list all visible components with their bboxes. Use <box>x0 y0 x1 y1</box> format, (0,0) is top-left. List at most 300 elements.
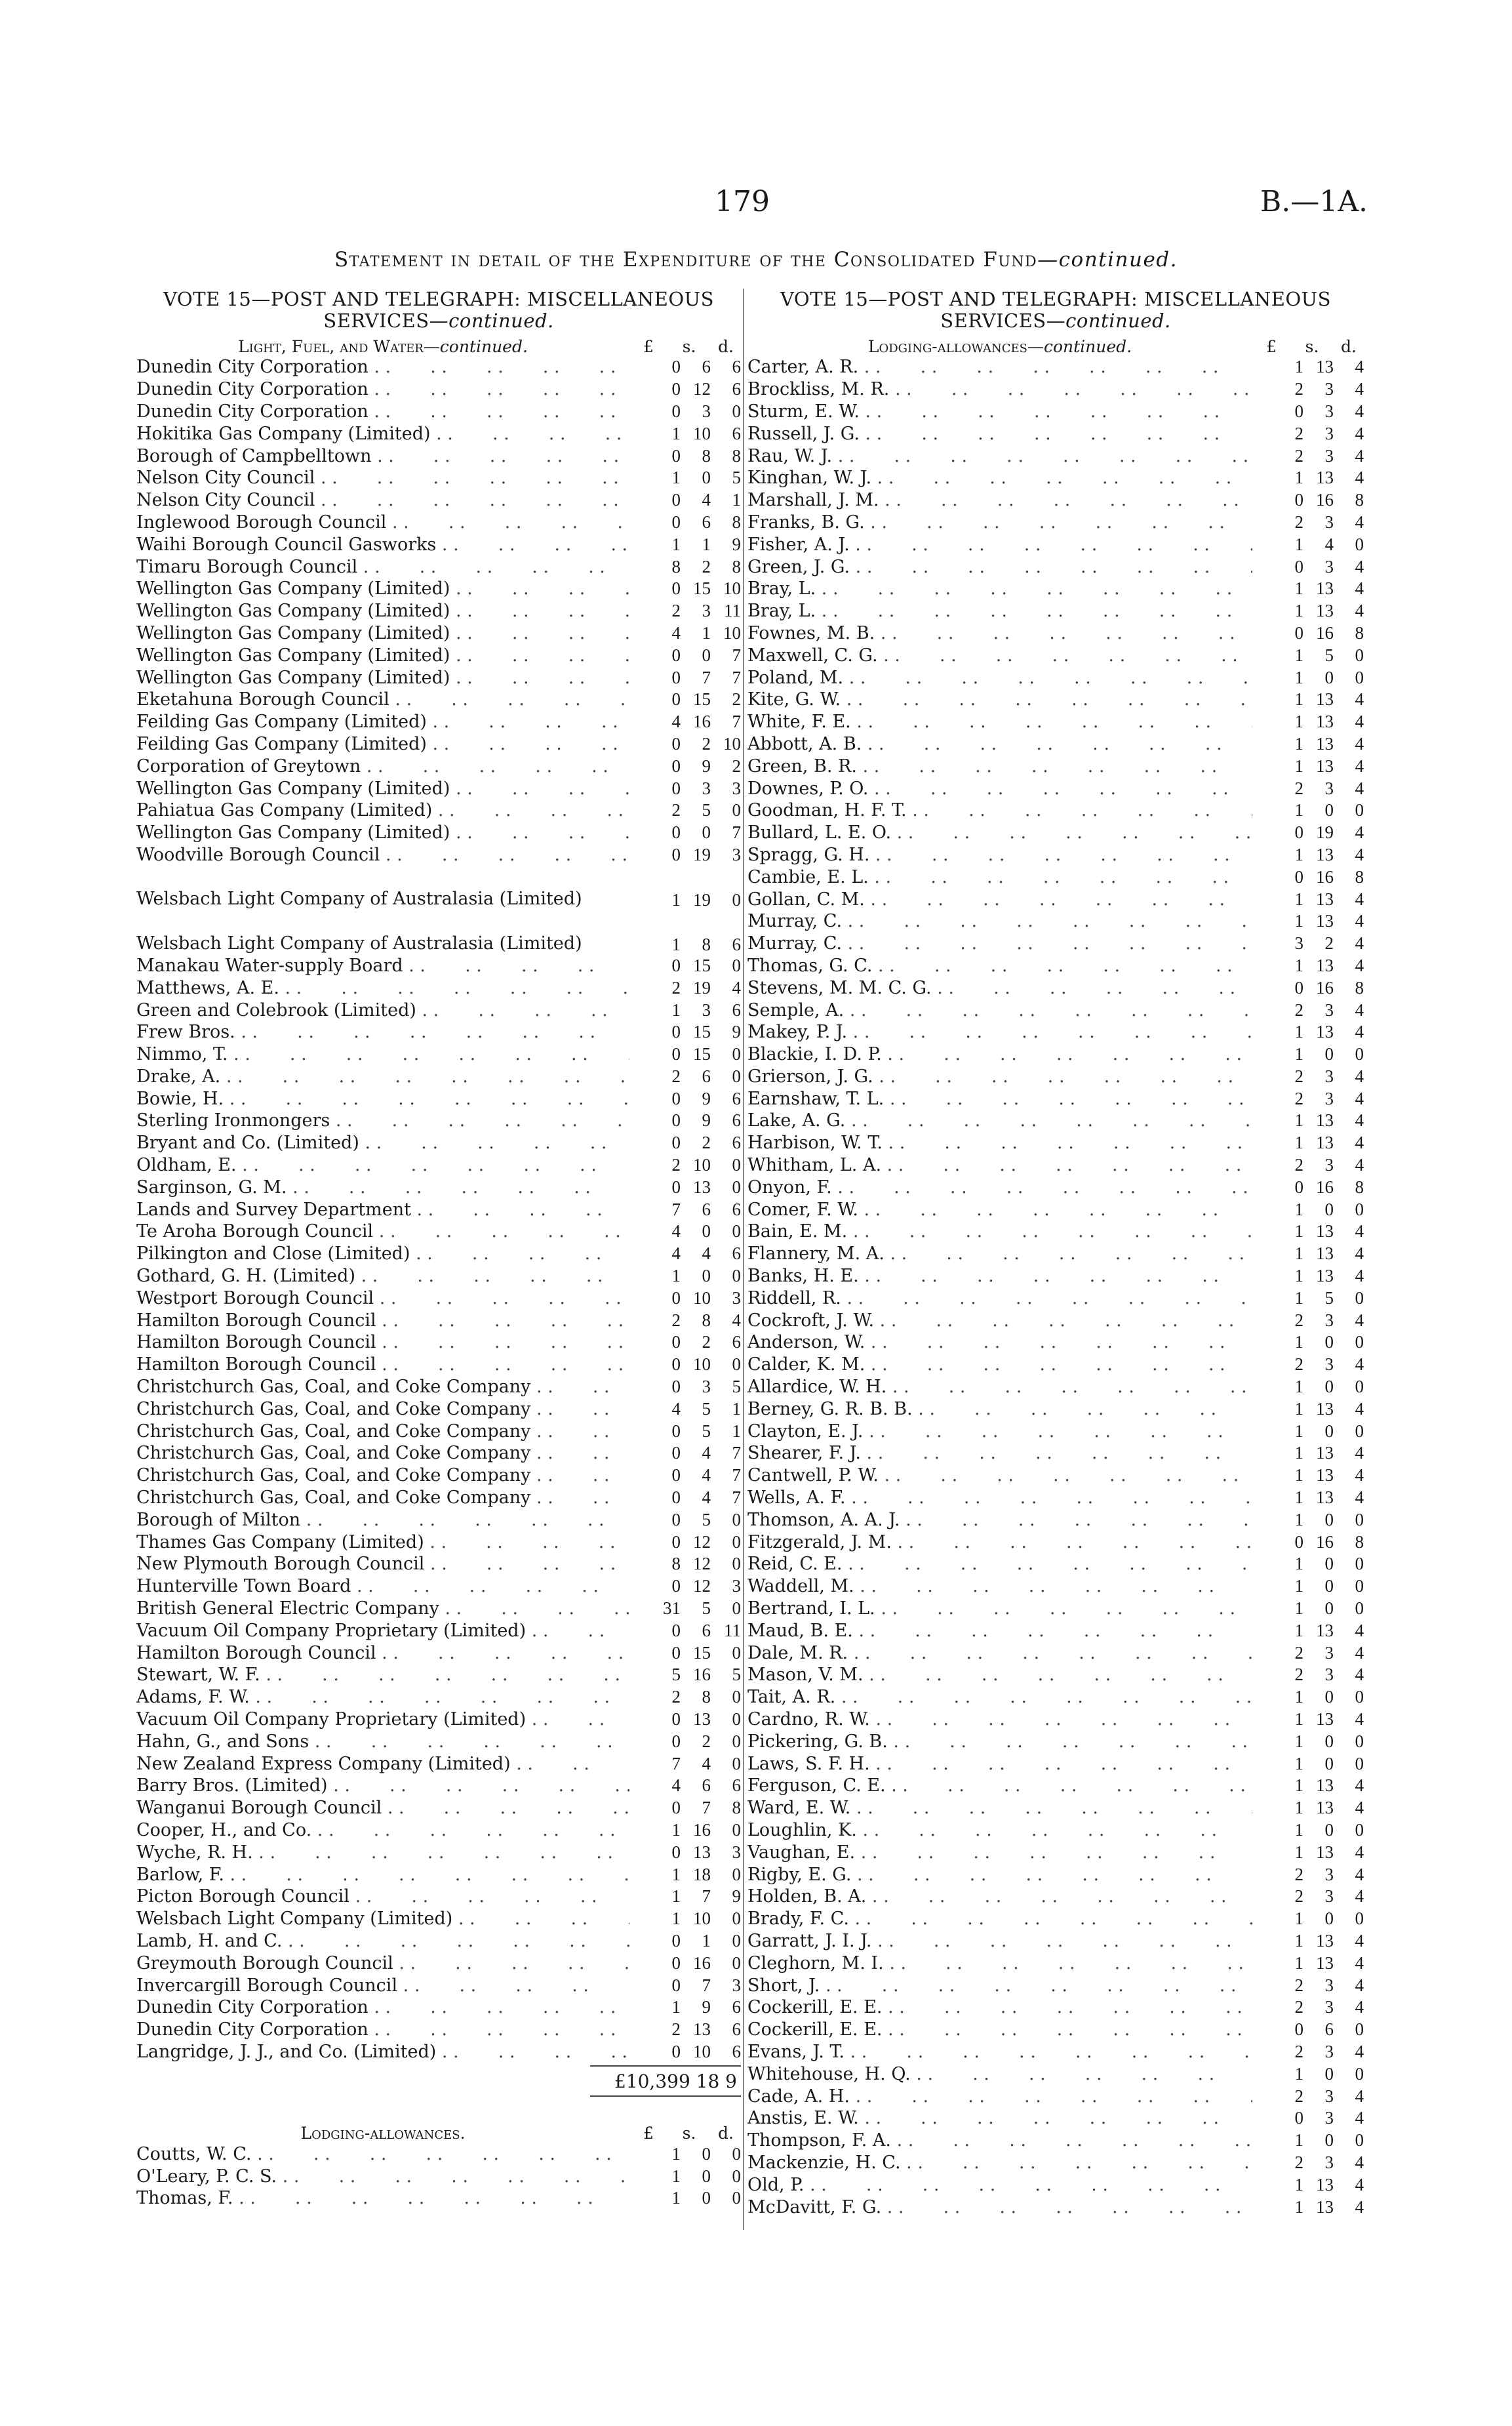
shillings-value: 15 <box>693 1642 711 1663</box>
amount <box>1252 1709 1364 1729</box>
amount <box>629 1532 741 1552</box>
payee-name: Sterling Ironmongers . . <box>136 1110 629 1131</box>
payee-name: Grierson, J. G. . . <box>747 1066 1252 1087</box>
pence-value: 2 <box>732 756 741 776</box>
pounds-value: 0 <box>671 401 681 421</box>
amount <box>629 778 741 799</box>
amount <box>629 512 741 533</box>
amount <box>629 2188 741 2208</box>
amount <box>629 1421 741 1442</box>
table-row <box>747 644 1364 666</box>
pence-value: 0 <box>1355 534 1364 554</box>
table-row <box>136 2165 741 2187</box>
statement-title <box>131 248 1381 272</box>
shillings-value: 10 <box>693 1909 711 1929</box>
pence-value: 4 <box>1355 1066 1364 1086</box>
pence-value: 0 <box>1355 1753 1364 1773</box>
payee-name: Rau, W. J. . . <box>747 446 1252 466</box>
pounds-value: 2 <box>1294 1155 1303 1175</box>
pounds-value: 0 <box>1294 822 1303 843</box>
amount <box>629 1377 741 1397</box>
pounds-value: 0 <box>671 778 681 798</box>
payee-name: Blackie, I. D. P. . . <box>747 1044 1252 1064</box>
amount <box>1252 756 1364 777</box>
shillings-value: 3 <box>1324 423 1334 443</box>
amount <box>629 712 741 732</box>
table-row <box>747 755 1364 777</box>
pounds-value: 0 <box>671 1110 681 1131</box>
lodging-continued-section-header <box>747 334 1364 356</box>
payee-name: Christchurch Gas, Coal, and Coke Company . . <box>136 1377 629 1397</box>
payee-name: Ferguson, C. E. . . <box>747 1775 1252 1796</box>
payee-name: Manakau Water-supply Board . . <box>136 956 629 976</box>
pounds-value: 0 <box>1294 622 1303 643</box>
pounds-value: 1 <box>1294 1842 1303 1862</box>
payee-name: Riddell, R. . . <box>747 1288 1252 1308</box>
pence-value: 4 <box>1355 1487 1364 1508</box>
table-row <box>136 1442 741 1465</box>
pounds-value: 31 <box>663 1598 681 1619</box>
pence-value: 3 <box>732 1576 741 1596</box>
amount <box>1252 1775 1364 1796</box>
pence-value: 6 <box>732 379 741 399</box>
pounds-value: 1 <box>1294 468 1303 488</box>
table-row <box>136 1465 741 1487</box>
table-row <box>747 977 1364 999</box>
pence-value: 0 <box>732 1709 741 1729</box>
payee-name: Flannery, M. A. . . <box>747 1243 1252 1264</box>
amount <box>1252 800 1364 820</box>
table-row <box>136 733 741 756</box>
left-heading-services: SERVICES <box>323 310 429 332</box>
amount <box>1252 1865 1364 1885</box>
payee-name: Kite, G. W. . . <box>747 689 1252 710</box>
pence-value: 0 <box>732 1044 741 1064</box>
pounds-value: 2 <box>1294 1000 1303 1020</box>
amount <box>1252 1576 1364 1596</box>
pounds-value: 1 <box>671 1864 681 1884</box>
pounds-value: 2 <box>1294 1310 1303 1330</box>
amount <box>629 1931 741 1951</box>
shillings-value: 6 <box>702 357 711 377</box>
pounds-value: 0 <box>671 1287 681 1308</box>
shillings-value: 4 <box>702 1753 711 1773</box>
amount <box>629 1820 741 1840</box>
table-row <box>747 1398 1364 1420</box>
table-row <box>747 1908 1364 1930</box>
amount <box>1252 1754 1364 1774</box>
pence-value: 0 <box>732 1177 741 1197</box>
pounds-value: 0 <box>671 1709 681 1729</box>
lodging-allowances-header <box>136 2114 741 2143</box>
amount <box>1252 1687 1364 1707</box>
pounds-value: 0 <box>671 1975 681 1995</box>
payee-name: Abbott, A. B. . . <box>747 734 1252 754</box>
amount <box>629 1886 741 1907</box>
pence-value: 4 <box>1355 2108 1364 2128</box>
pounds-value: 2 <box>671 1155 681 1175</box>
pence-value: 0 <box>732 401 741 421</box>
amount <box>1252 2175 1364 2195</box>
shillings-value: 13 <box>1316 357 1334 377</box>
amount <box>1252 867 1364 887</box>
shillings-value: 3 <box>1324 1000 1334 1020</box>
pence-value: 5 <box>732 1665 741 1685</box>
pounds-value: 1 <box>1294 1952 1303 1973</box>
table-row <box>136 1974 741 1996</box>
payee-name: Kinghan, W. J. . . <box>747 468 1252 488</box>
payee-name: Cade, A. H. . . <box>747 2086 1252 2107</box>
payee-name: Spragg, G. H. . . <box>747 845 1252 865</box>
table-row <box>747 422 1364 445</box>
table-row <box>747 1420 1364 1442</box>
table-row <box>136 512 741 534</box>
pounds-value: 1 <box>1294 1044 1303 1064</box>
document-code: B.—1A. <box>1260 185 1368 218</box>
table-row <box>747 1952 1364 1974</box>
table-row <box>136 622 741 645</box>
payee-name: Bryant and Co. (Limited) . . <box>136 1133 629 1153</box>
pence-value: 0 <box>1355 1731 1364 1751</box>
pounds-value: 0 <box>671 1487 681 1508</box>
shillings-value: 13 <box>1316 2174 1334 2194</box>
amount <box>1252 2153 1364 2173</box>
shillings-value: 10 <box>693 2041 711 2061</box>
pounds-value: 1 <box>1294 1798 1303 1818</box>
pounds-value: 2 <box>1294 2152 1303 2172</box>
pounds-value: 0 <box>671 1576 681 1596</box>
shillings-value: 13 <box>1316 1798 1334 1818</box>
table-row <box>136 1398 741 1420</box>
amount <box>1252 2108 1364 2128</box>
table-row <box>136 955 741 977</box>
pence-value: 0 <box>1355 1554 1364 1574</box>
pence-value: 4 <box>1355 889 1364 909</box>
amount <box>629 1953 741 1973</box>
pence-value: 4 <box>1355 1221 1364 1242</box>
pence-value: 6 <box>732 1775 741 1796</box>
payee-name: Allardice, W. H. . . <box>747 1377 1252 1397</box>
shillings-value: 0 <box>702 2188 711 2208</box>
pence-value: 1 <box>732 490 741 510</box>
payee-name: Coutts, W. C. . . <box>136 2144 629 2164</box>
pounds-value: 1 <box>1294 1377 1303 1397</box>
table-row <box>747 1819 1364 1842</box>
pounds-value: 0 <box>671 1022 681 1042</box>
table-row <box>136 666 741 689</box>
payee-name: Dale, M. R. . . <box>747 1643 1252 1663</box>
table-row <box>747 1176 1364 1198</box>
table-row <box>136 799 741 822</box>
pounds-value: 1 <box>671 534 681 554</box>
pence-value: 4 <box>1355 1642 1364 1663</box>
shillings-value: 3 <box>1324 2108 1334 2128</box>
table-row <box>136 755 741 777</box>
pence-value: 8 <box>732 1798 741 1818</box>
pounds-value: 0 <box>1294 556 1303 576</box>
pounds-value: 0 <box>671 1509 681 1529</box>
pence-value: 4 <box>1355 1243 1364 1264</box>
payee-name: Hamilton Borough Council . . <box>136 1643 629 1663</box>
pounds-value: 2 <box>671 977 681 998</box>
shillings-value: 13 <box>1316 1709 1334 1729</box>
pence-value: 8 <box>732 556 741 576</box>
payee-name: Dunedin City Corporation . . <box>136 401 629 422</box>
shillings-value: 9 <box>702 1997 711 2017</box>
shillings-value: 13 <box>693 2019 711 2040</box>
payee-name: O'Leary, P. C. S. . . <box>136 2166 629 2187</box>
amount <box>629 446 741 466</box>
payee-name: Onyon, F. . . <box>747 1177 1252 1198</box>
pence-value: 6 <box>732 357 741 377</box>
amount <box>1252 1798 1364 1818</box>
payee-name: Mackenzie, H. C. . . <box>747 2153 1252 2173</box>
amount <box>1252 601 1364 621</box>
payee-name: Wanganui Borough Council . . <box>136 1798 629 1818</box>
table-row <box>136 866 741 910</box>
amount <box>629 468 741 488</box>
amount <box>1252 446 1364 466</box>
payee-name: Semple, A. . . <box>747 1000 1252 1021</box>
table-row <box>747 1132 1364 1154</box>
amount <box>1252 2197 1364 2217</box>
pounds-value: 1 <box>671 468 681 488</box>
amount <box>1252 2086 1364 2107</box>
shillings-value: 6 <box>1324 2019 1334 2040</box>
pounds-value: 0 <box>671 1531 681 1552</box>
pounds-value: 2 <box>1294 778 1303 798</box>
table-row <box>747 445 1364 467</box>
shillings-value: 0 <box>1324 1909 1334 1929</box>
pence-value: 0 <box>732 1066 741 1086</box>
amount <box>1252 911 1364 931</box>
table-row <box>136 777 741 799</box>
pence-value: 4 <box>1355 1022 1364 1042</box>
amount <box>1252 1909 1364 1929</box>
amount <box>1252 1421 1364 1442</box>
shillings-value: 19 <box>693 844 711 864</box>
table-row <box>136 1176 741 1198</box>
pence-value: 0 <box>732 1753 741 1773</box>
lodging-allowances-title: Lodging-allowances. <box>300 2124 466 2143</box>
amount <box>1252 1621 1364 1641</box>
shillings-value: 13 <box>1316 955 1334 975</box>
payee-name: Banks, H. E. . . <box>747 1266 1252 1286</box>
pence-value: 8 <box>1355 1177 1364 1197</box>
pounds-value: 0 <box>671 1952 681 1973</box>
table-row <box>747 378 1364 401</box>
shillings-value: 8 <box>702 1310 711 1330</box>
table-row <box>747 1686 1364 1708</box>
table-row <box>747 401 1364 423</box>
pounds-value: 0 <box>671 689 681 710</box>
shillings-value: 13 <box>1316 601 1334 621</box>
shillings-value: 0 <box>1324 1576 1334 1596</box>
pounds-value: 1 <box>1294 1287 1303 1308</box>
table-row <box>747 1996 1364 2019</box>
pounds-value: 1 <box>1294 1620 1303 1640</box>
amount <box>629 1288 741 1308</box>
shillings-value: 12 <box>693 379 711 399</box>
table-row <box>747 822 1364 844</box>
table-row <box>747 2107 1364 2130</box>
table-row <box>136 378 741 401</box>
payee-name: Bowie, H. . . <box>136 1089 629 1109</box>
payee-name: Corporation of Greytown . . <box>136 756 629 777</box>
amount <box>629 1354 741 1375</box>
table-row <box>136 822 741 844</box>
shillings-value: 16 <box>693 1819 711 1840</box>
payee-name: Bullard, L. E. O. . . <box>747 822 1252 843</box>
shillings-value: 16 <box>1316 977 1334 998</box>
table-row <box>136 711 741 733</box>
shillings-value: 19 <box>693 977 711 998</box>
payee-name: New Zealand Express Company (Limited) . . <box>136 1754 629 1774</box>
table-row <box>747 799 1364 822</box>
table-row <box>136 422 741 445</box>
payee-name: Thompson, F. A. . . <box>747 2130 1252 2151</box>
pounds-value: 0 <box>1294 2019 1303 2040</box>
table-row <box>747 1043 1364 1066</box>
shillings-value: 0 <box>1324 1753 1334 1773</box>
shillings-value: 6 <box>702 1775 711 1796</box>
pence-value: 8 <box>732 512 741 532</box>
table-row <box>136 578 741 600</box>
amount <box>629 1865 741 1885</box>
amount <box>1252 1886 1364 1907</box>
shillings-value: 1 <box>702 534 711 554</box>
pounds-value: 0 <box>671 512 681 532</box>
shillings-value: 13 <box>693 1709 711 1729</box>
payee-name: Christchurch Gas, Coal, and Coke Company . . <box>136 1465 629 1486</box>
amount <box>629 822 741 843</box>
pence-value: 4 <box>1355 1155 1364 1175</box>
pounds-value: 0 <box>671 578 681 599</box>
payee-name: Frew Bros. . . <box>136 1022 629 1042</box>
shillings-value: 6 <box>702 1199 711 1219</box>
pounds-value: 4 <box>671 712 681 732</box>
table-row <box>136 1730 741 1752</box>
pounds-value: 2 <box>671 800 681 820</box>
amount <box>629 2166 741 2187</box>
pence-value: 1 <box>732 1421 741 1441</box>
pence-value: 7 <box>732 667 741 687</box>
shillings-value: 13 <box>693 1842 711 1862</box>
shillings-value: 3 <box>1324 1310 1334 1330</box>
payee-name: Green and Colebrook (Limited) . . <box>136 1000 629 1021</box>
table-row <box>136 2019 741 2041</box>
amount <box>629 1000 741 1021</box>
light-fuel-water-title-text: Light, Fuel, and Water <box>238 337 424 356</box>
table-row <box>136 1508 741 1531</box>
payee-name: Downes, P. O. . . <box>747 778 1252 799</box>
pence-value: 4 <box>1355 1775 1364 1796</box>
payee-name: Whitham, L. A. . . <box>747 1155 1252 1175</box>
pence-value: 4 <box>1355 1354 1364 1375</box>
pounds-value: 1 <box>1294 1709 1303 1729</box>
payee-name: Greymouth Borough Council . . <box>136 1953 629 1973</box>
pence-value: 3 <box>732 1842 741 1862</box>
shillings-value: 3 <box>1324 1886 1334 1907</box>
pence-value: 4 <box>1355 822 1364 843</box>
table-row <box>136 999 741 1021</box>
amount <box>1252 1066 1364 1087</box>
lodging-allowances-list-right <box>747 356 1364 2218</box>
amount <box>1252 1177 1364 1198</box>
pence-value: 7 <box>732 1443 741 1463</box>
pence-value: 0 <box>1355 2130 1364 2151</box>
table-row <box>747 1287 1364 1309</box>
column-divider <box>743 289 744 2230</box>
amount <box>629 1266 741 1286</box>
table-row <box>136 489 741 512</box>
table-row <box>136 1221 741 1243</box>
table-row <box>136 1531 741 1553</box>
shillings-value: 3 <box>702 1377 711 1397</box>
table-row <box>747 1376 1364 1398</box>
pence-value: 4 <box>1355 2196 1364 2217</box>
right-vote-heading <box>747 289 1364 332</box>
pounds-value: 1 <box>671 1000 681 1020</box>
pounds-value: 0 <box>671 1443 681 1463</box>
pence-value: 0 <box>732 1687 741 1707</box>
amount <box>629 956 741 976</box>
amount <box>1252 1820 1364 1840</box>
payee-name: Cardno, R. W. . . <box>747 1709 1252 1729</box>
payee-name: Thomas, F. . . <box>136 2188 629 2208</box>
payee-name: Wellington Gas Company (Limited) . . <box>136 578 629 599</box>
payee-name: Langridge, J. J., and Co. (Limited) . . <box>136 2042 629 2062</box>
pounds-value: 0 <box>1294 401 1303 421</box>
pence-value: 6 <box>732 1110 741 1131</box>
payee-name: Thomas, G. C. . . <box>747 956 1252 976</box>
payee-name: Poland, M. . . <box>747 668 1252 688</box>
amount <box>1252 2042 1364 2062</box>
pence-value: 0 <box>732 2143 741 2164</box>
shillings-value: 13 <box>1316 1842 1334 1862</box>
payee-name: McDavitt, F. G. . . <box>747 2197 1252 2217</box>
shillings-value: 13 <box>1316 712 1334 732</box>
pounds-value: 7 <box>671 1199 681 1219</box>
shillings-value: 5 <box>702 1398 711 1419</box>
shillings-value: 7 <box>702 1975 711 1995</box>
pence-value: 4 <box>1355 1665 1364 1685</box>
payee-name: Whitehouse, H. Q. . . <box>747 2064 1252 2084</box>
pence-value: 4 <box>1355 1798 1364 1818</box>
amount <box>1252 424 1364 444</box>
pounds-value: 1 <box>1294 889 1303 909</box>
shillings-value: 8 <box>702 934 711 954</box>
table-row <box>747 888 1364 910</box>
table-row <box>136 1752 741 1775</box>
shillings-value: 0 <box>1324 2130 1334 2151</box>
payee-name: Barry Bros. (Limited) . . <box>136 1775 629 1796</box>
shillings-value: 4 <box>702 490 711 510</box>
amount <box>1252 2019 1364 2040</box>
shillings-value: 13 <box>1316 844 1334 864</box>
shillings-value: 4 <box>702 1465 711 1486</box>
table-row <box>136 467 741 489</box>
payee-name: Marshall, J. M. . . <box>747 490 1252 510</box>
shillings-value: 3 <box>702 778 711 798</box>
table-row <box>136 689 741 711</box>
table-row <box>747 1066 1364 1088</box>
table-row <box>747 955 1364 977</box>
payee-name: Harbison, W. T. . . <box>747 1133 1252 1153</box>
pounds-value: 0 <box>671 379 681 399</box>
table-row <box>747 1265 1364 1287</box>
right-column <box>747 289 1364 2250</box>
